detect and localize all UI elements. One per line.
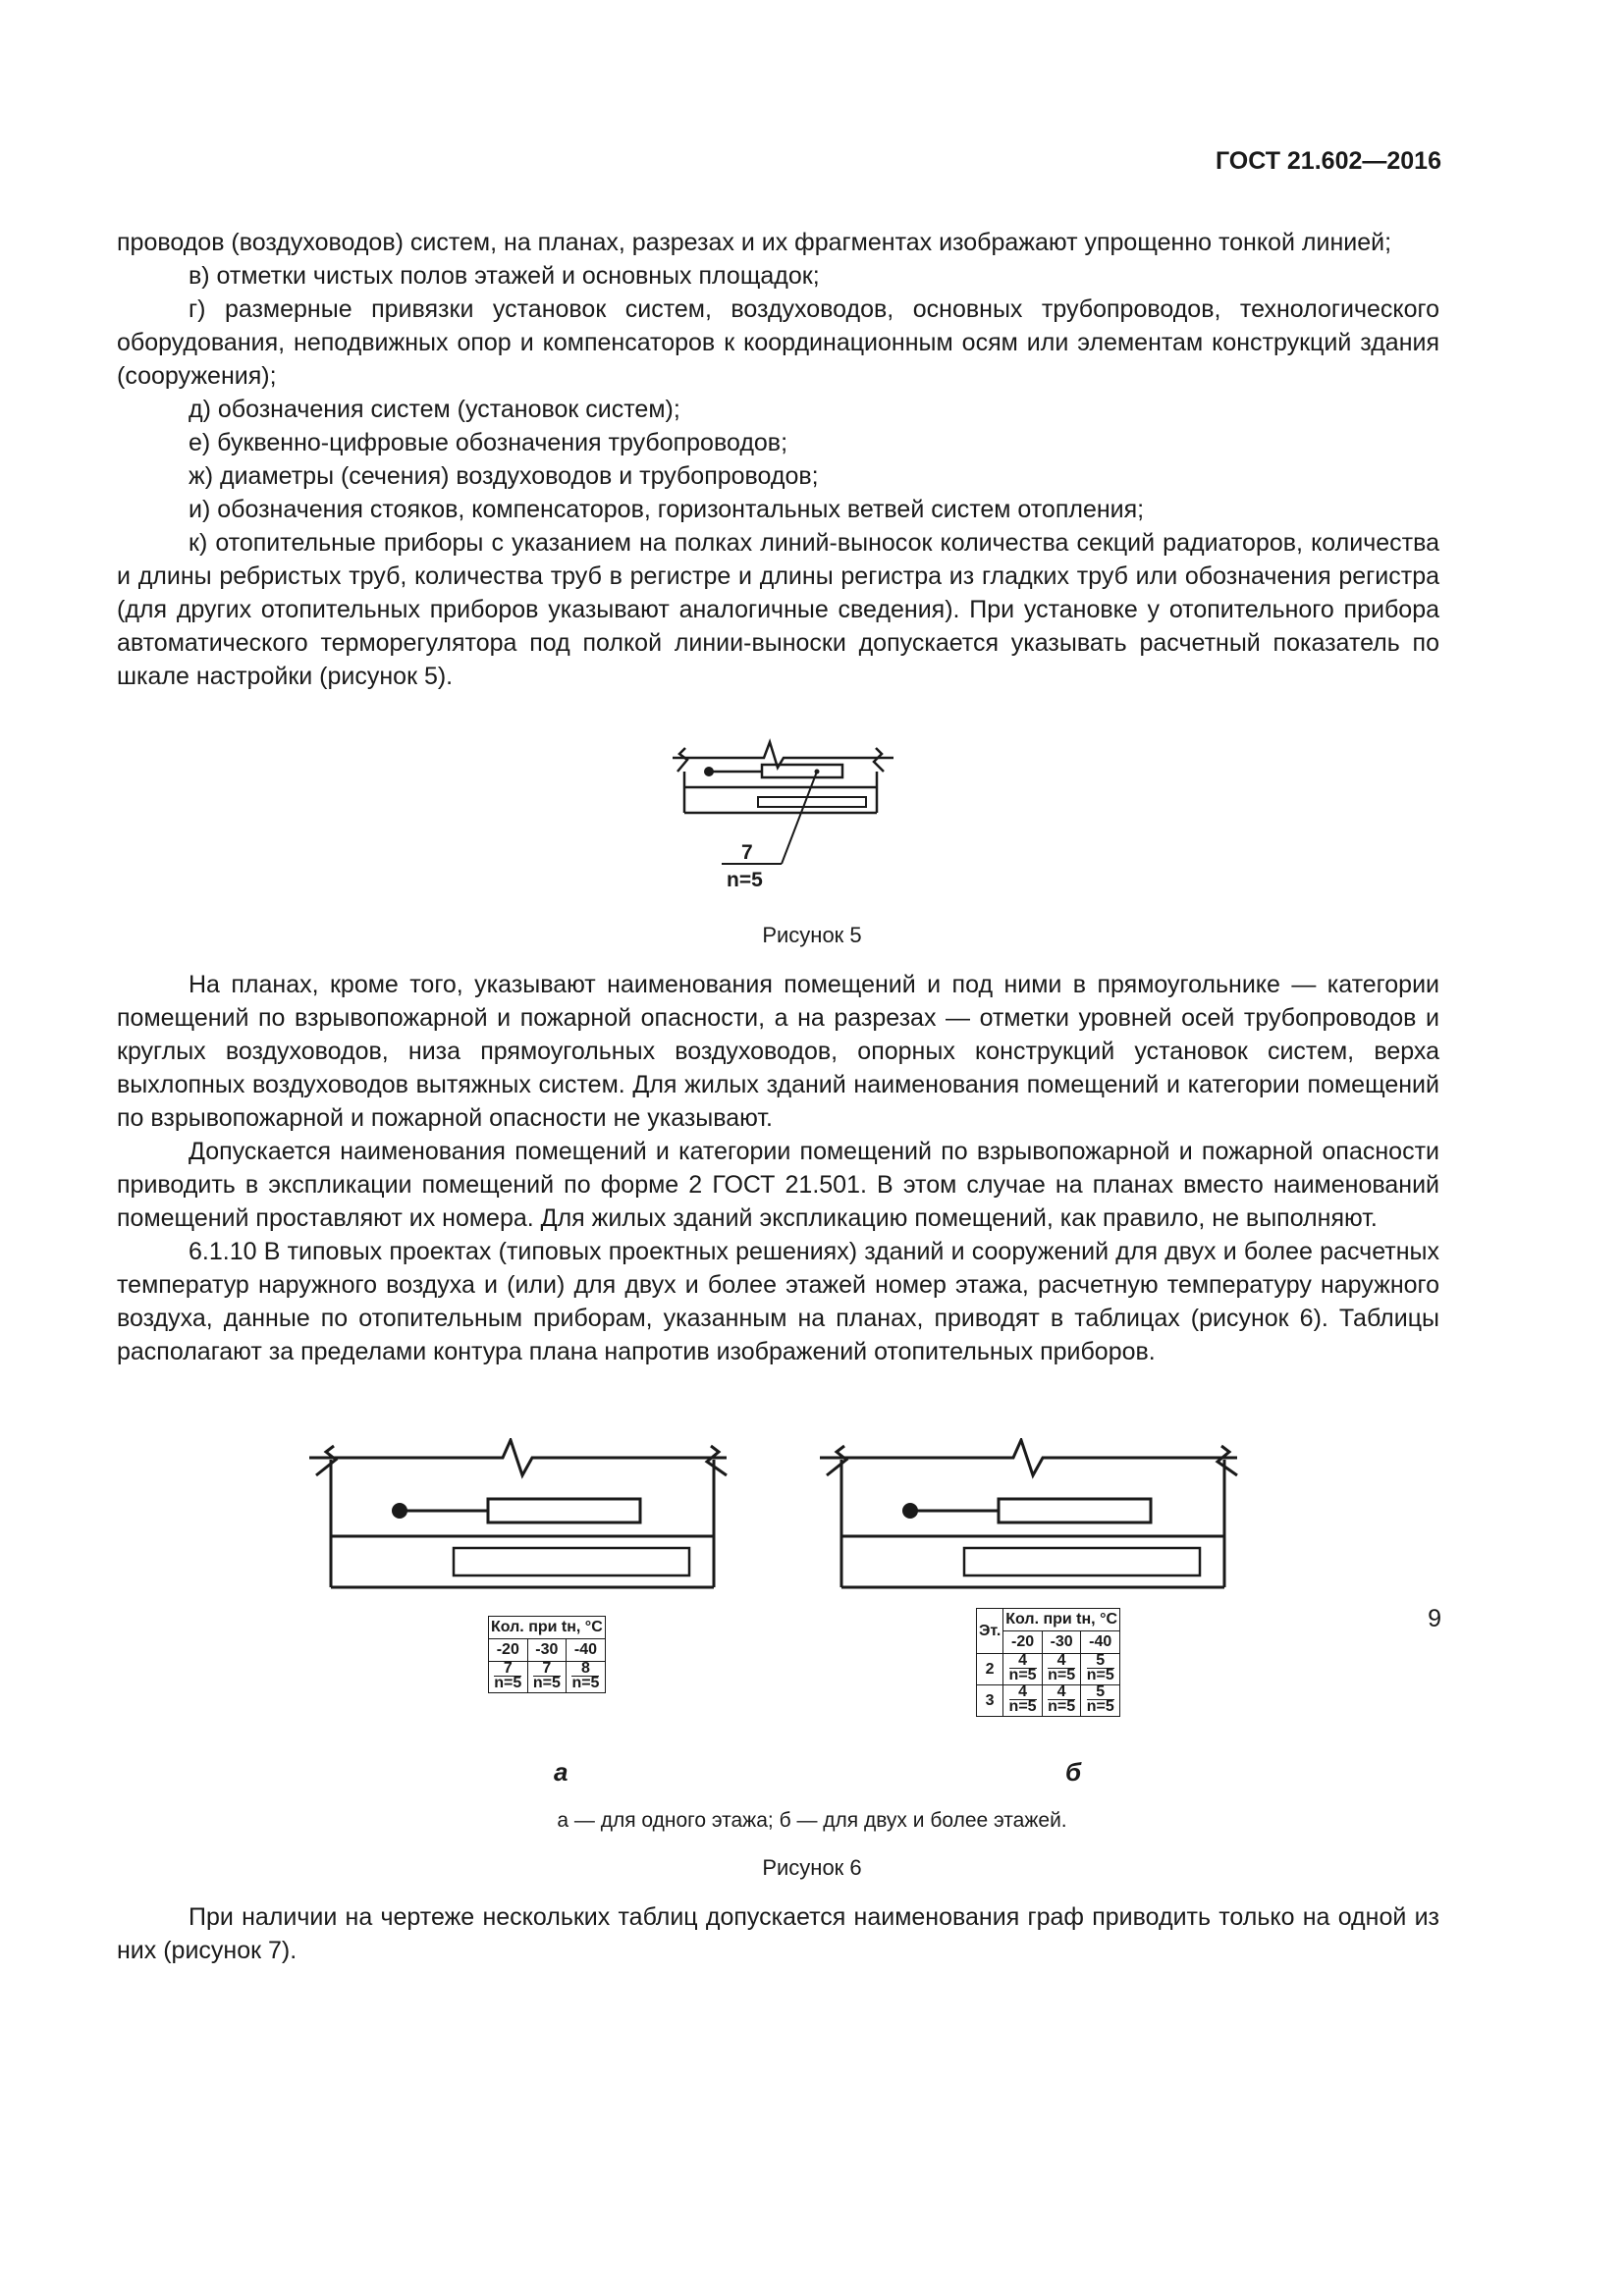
wall-break-left xyxy=(677,748,687,772)
paragraph: Допускается наименования помещений и категории помещений по взрывопожарной и пожарной опасности приводить в экспликации помещений по форме 2 ГОСТ 21.501. В этом случае на планах вместо наименований помещений проставляют их номера. Для жилых зданий экспликацию помещений, как правило, не выполняют. xyxy=(117,1138,1439,1232)
value-num: 5 xyxy=(1087,1654,1114,1669)
paragraph: 6.1.10 В типовых проектах (типовых проектных решениях) зданий и сооружений для двух и более расчетных температур наружного воздуха и (или) для двух и более этажей номер этажа, расчетную температуру наружного воздуха, данные по отопительным приборам, указанным на планах, приводят в таблицах (рисунок 6). Таблицы располагают за пределами контура плана напротив изображений отопительных приборов. xyxy=(117,1238,1439,1365)
value-num: 4 xyxy=(1048,1654,1075,1669)
radiator-rect xyxy=(999,1499,1151,1522)
value-num: 5 xyxy=(1087,1685,1114,1700)
wall-break-right xyxy=(874,748,884,772)
list-item: в) отметки чистых полов этажей и основных площадок; xyxy=(189,262,820,290)
list-item: к) отопительные приборы с указанием на полках линий-выносок количества секций радиаторов, количества и длины ребристых труб, количества труб в регистре и длины регистра из гладких труб или обозначения регистра (для других отопительных приборов указывают аналогичные сведения). При установке у отопительного прибора автоматического терморегулятора под полкой линии-выноски допускается указывать расчетный показатель по шкале настройки (рисунок 5). xyxy=(117,529,1439,690)
temp-cell: -30 xyxy=(1042,1631,1081,1654)
figure-6a-letter: а xyxy=(554,1757,568,1787)
floor-header: Эт. xyxy=(977,1609,1003,1654)
value-cell xyxy=(489,1662,528,1693)
table-a xyxy=(488,1616,606,1693)
text-block-3 xyxy=(117,1900,1439,1967)
floor-cell: 2 xyxy=(977,1654,1003,1685)
temp-cell: -20 xyxy=(489,1639,528,1662)
figure-6-caption: Рисунок 6 xyxy=(762,1855,862,1880)
value-den: n=5 xyxy=(1048,1667,1076,1683)
list-item: ж) диаметры (сечения) воздуховодов и трубопроводов; xyxy=(189,462,819,490)
value-num: 7 xyxy=(533,1662,561,1677)
list-item: д) обозначения систем (установок систем); xyxy=(189,396,680,423)
figure-5-drawing xyxy=(668,734,903,891)
figure-6b-letter: б xyxy=(1065,1757,1082,1787)
temp-cell: -40 xyxy=(1081,1631,1120,1654)
value-num: 7 xyxy=(494,1662,521,1677)
figure-6-legend: а — для одного этажа; б — для двух и более этажей. xyxy=(557,1809,1067,1832)
list-item: е) буквенно-цифровые обозначения трубопроводов; xyxy=(189,429,788,456)
value-den: n=5 xyxy=(532,1675,561,1691)
value-num: 4 xyxy=(1009,1654,1037,1669)
text-block-2 xyxy=(117,968,1439,1368)
figure-5-caption: Рисунок 5 xyxy=(762,923,862,947)
radiator-rect xyxy=(762,765,842,777)
value-den: n=5 xyxy=(1008,1698,1037,1715)
list-item: г) размерные привязки установок систем, воздуховодов, основных трубопроводов, технологического оборудования, неподвижных опор и компенсаторов к координационным осям или элементам конструкций здания (сооружения); xyxy=(117,295,1439,390)
thermostat-dot xyxy=(392,1503,407,1519)
value-cell xyxy=(1081,1654,1120,1685)
value-den: n=5 xyxy=(571,1675,600,1691)
paragraph: проводов (воздуховодов) систем, на планах, разрезах и их фрагментах изображают упрощенно тонкой линией; xyxy=(117,229,1392,256)
value-cell xyxy=(1042,1654,1081,1685)
table-header: Кол. при tн, °С xyxy=(1003,1609,1120,1631)
value-den: n=5 xyxy=(1086,1698,1114,1715)
figure-6b-drawing xyxy=(817,1438,1239,1595)
radiator-rect xyxy=(488,1499,640,1522)
page-number: 9 xyxy=(1428,1605,1441,1632)
value-cell xyxy=(1003,1685,1043,1717)
table-header: Кол. при tн, °С xyxy=(489,1617,606,1639)
leader-label-bottom: n=5 xyxy=(727,869,763,891)
list-item: и) обозначения стояков, компенсаторов, горизонтальных ветвей систем отопления; xyxy=(189,496,1145,523)
floor-cell: 3 xyxy=(977,1685,1003,1717)
value-cell xyxy=(1003,1654,1043,1685)
thermostat-dot xyxy=(704,767,714,776)
value-den: n=5 xyxy=(1048,1698,1076,1715)
paragraph: На планах, кроме того, указывают наименования помещений и под ними в прямоугольнике — категории помещений по взрывопожарной и пожарной опасности, а на разрезах — отметки уровней осей трубопроводов и круглых воздуховодов, низа прямоугольных воздуховодов, опорных конструкций установок систем, верха выхлопных воздуховодов вытяжных систем. Для жилых зданий наименования помещений и категории помещений по взрывопожарной и пожарной опасности не указывают. xyxy=(117,971,1439,1132)
text-block-1 xyxy=(117,226,1439,693)
leader-label-top: 7 xyxy=(741,841,753,864)
value-cell xyxy=(567,1662,606,1693)
value-den: n=5 xyxy=(494,1675,522,1691)
value-den: n=5 xyxy=(1086,1667,1114,1683)
value-num: 4 xyxy=(1048,1685,1075,1700)
temp-cell: -20 xyxy=(1003,1631,1043,1654)
paragraph: При наличии на чертеже нескольких таблиц допускается наименования граф приводить только на одной из них (рисунок 7). xyxy=(117,1903,1439,1964)
table-b xyxy=(976,1608,1120,1717)
value-cell xyxy=(1081,1685,1120,1717)
value-cell xyxy=(1042,1685,1081,1717)
leader-line xyxy=(782,772,817,864)
value-den: n=5 xyxy=(1008,1667,1037,1683)
document-header: ГОСТ 21.602—2016 xyxy=(1215,147,1441,175)
temp-cell: -30 xyxy=(527,1639,567,1662)
value-num: 4 xyxy=(1009,1685,1037,1700)
figure-6a-drawing xyxy=(306,1438,729,1595)
thermostat-dot xyxy=(902,1503,918,1519)
temp-cell: -40 xyxy=(567,1639,606,1662)
value-num: 8 xyxy=(571,1662,599,1677)
value-cell xyxy=(527,1662,567,1693)
